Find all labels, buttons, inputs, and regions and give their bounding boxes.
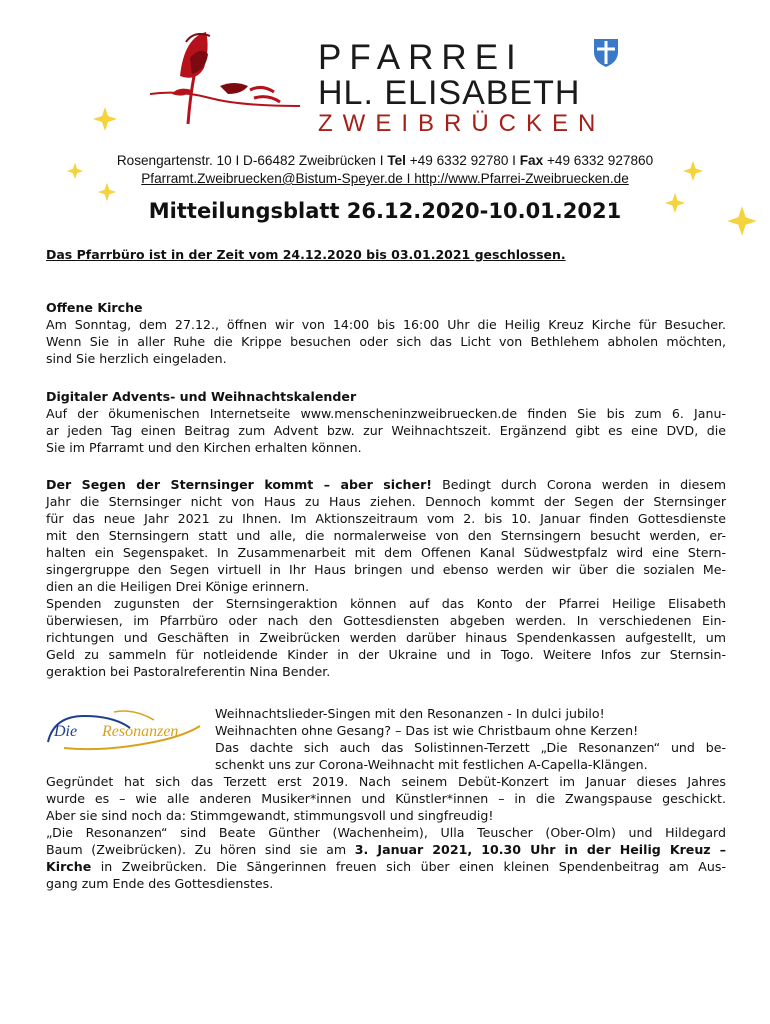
text-line: Auf der ökumenischen Internetseite www.menscheninzweibruecken.de finden Sie bis zum 6. Janu- [46,406,726,421]
office-closed-notice: Das Pfarrbüro ist in der Zeit vom 24.12.2020 bis 03.01.2021 geschlossen. [46,247,566,262]
logo-text-resonanzen: Resonanzen [102,723,179,740]
text-line: Jahr die Sternsinger nicht von Haus zu Haus ziehen. Dennoch kommt der Segen der Sternsinger [46,494,726,509]
text-line: geraktion bei Pastoralreferentin Nina Bender. [46,664,331,679]
text-line: Der Segen der Sternsinger kommt – aber sicher! Bedingt durch Corona werden in diesem [46,477,726,492]
text-line: Baum (Zweibrücken). Zu hören sind sie am 3. Januar 2021, 10.30 Uhr in der Heilig Kreuz – [46,842,727,857]
section-heading: Der Segen der Sternsinger kommt – aber sicher! [46,477,433,492]
text-line: Spenden zugunsten der Sternsingeraktion können auf das Konto der Pfarrei Heilige Elisabeth [46,596,726,611]
text-line: „Die Resonanzen“ sind Beate Günther (Wachenheim), Ulla Teuscher (Ober-Olm) und Hildegard [46,825,726,840]
text-line: ar jeden Tag einen Beitrag zum Advent bzw. zur Weihnachtszeit. Ergänzend gibt es eine DVD, die [46,423,726,438]
section-kalender [46,388,726,456]
text-line: wurde es – wie alle anderen Musiker*innen und Künstler*innen – in die Zwangspause geschickt. [46,791,726,806]
parish-name-line3: ZWEIBRÜCKEN [318,110,606,137]
section-heading: Digitaler Advents- und Weihnachtskalender [46,389,357,404]
section-heading: Offene Kirche [46,300,143,315]
rose-logo [150,28,310,128]
section-sternsinger [46,476,726,680]
text-line: Sie im Pfarramt und den Kirchen erhalten können. [46,440,362,455]
document-title: Mitteilungsblatt 26.12.2020-10.01.2021 [148,199,622,223]
star-icon [92,106,118,132]
text-line: Geld zu sammeln für notleidende Kinder in der Ukraine und in Togo. Weitere Infos zur Sternsin- [46,647,726,662]
website-link[interactable]: http://www.Pfarrei-Zweibruecken.de [414,171,629,186]
text-line: Aber sie sind noch da: Stimmgewandt, stimmungsvoll und singfreudig! [46,808,494,823]
text-line: dien an die Heiligen Drei Könige erinnern. [46,579,310,594]
text-line: überwiesen, im Pfarrbüro oder nach den Gottesdiensten abgeben werden. In verschiedenen Ein- [46,613,726,628]
coat-of-arms-icon [593,38,619,68]
parish-name-line1: PFARREI [318,38,524,77]
text-line: Weihnachten ohne Gesang? – Das ist wie Christbaum ohne Kerzen! [215,723,639,738]
text-line: Gegründet hat sich das Terzett erst 2019. Nach seinem Debüt-Konzert im Januar dieses Jahres [46,774,726,789]
text-line: Wenn Sie in aller Ruhe die Krippe besuchen oder sich das Licht von Bethlehem abholen möchten, [46,334,726,349]
section-heading: Weihnachtslieder-Singen mit den Resonanzen - In dulci jubilo! [215,706,605,721]
address-line: Rosengartenstr. 10 I D-66482 Zweibrücken I Tel +49 6332 92780 I Fax +49 6332 927860 [116,153,654,168]
contact-links: Pfarramt.Zweibruecken@Bistum-Speyer.de I http://www.Pfarrei-Zweibruecken.de [141,171,629,186]
section-offene-kirche [46,299,726,367]
text-line: richtungen und Geschäften in Zweibrücken werden darüber hinaus Spendenkassen aufgestellt, um [46,630,726,645]
text-line: Kirche in Zweibrücken. Die Sängerinnen freuen sich über einen kleinen Spendenbeitrag am Aus- [46,859,726,874]
text-line: singergruppe den Segen virtuell in Ihr Haus bringen und ebenso werden wir über die sozialen Me- [46,562,726,577]
text-line: halten ein Segenspaket. In Zusammenarbeit mit dem Offenen Kanal Südwestpfalz wird eine Stern- [46,545,726,560]
text-line: gang zum Ende des Gottesdienstes. [46,876,274,891]
section-resonanzen [46,773,726,892]
resonanzen-intro [215,705,726,773]
email-link[interactable]: Pfarramt.Zweibruecken@Bistum-Speyer.de [141,171,403,186]
text-line: für das neue Jahr 2021 zu Ihnen. Im Aktionszeitraum vom 2. bis 10. Januar finden Gottesdienste [46,511,726,526]
parish-name-line2: HL. ELISABETH [318,74,581,112]
text-line: sind Sie herzlich eingeladen. [46,351,227,366]
text-line: schenkt uns zur Corona-Weihnacht mit festlichen A-Capella-Klängen. [215,757,648,772]
text-line: mit den Sternsingern statt und alle, die normalerweise von den Sternsingern besucht werden, er- [46,528,726,543]
logo-text-die: Die [54,723,78,740]
text-line: Das dachte sich auch das Solistinnen-Terzett „Die Resonanzen“ und be- [215,740,726,755]
resonanzen-logo [44,706,208,754]
text-line: Am Sonntag, dem 27.12., öffnen wir von 14:00 bis 16:00 Uhr die Heilig Kreuz Kirche für Besucher. [46,317,726,332]
